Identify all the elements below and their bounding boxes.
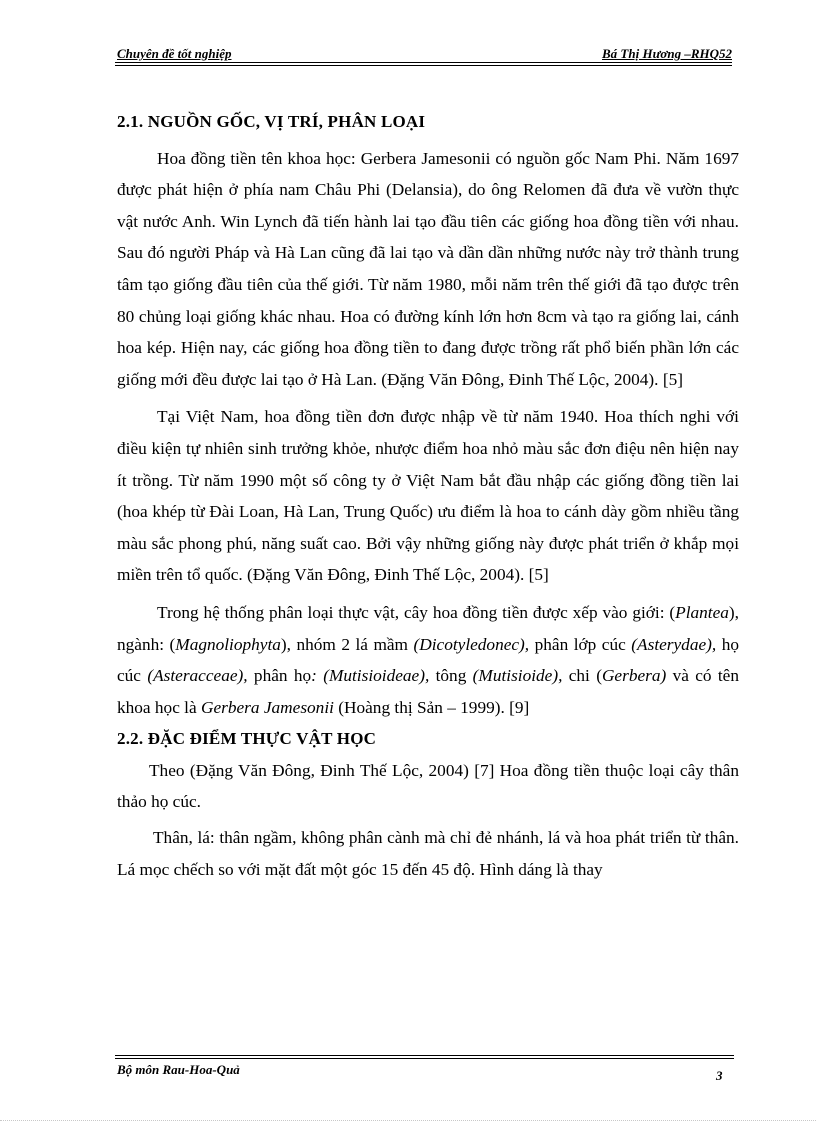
section-heading-2-2: 2.2. ĐẶC ĐIỂM THỰC VẬT HỌC xyxy=(117,729,377,749)
footer-rule-thin xyxy=(115,1058,734,1059)
document-body xyxy=(117,106,739,885)
page-edge-dotted-line xyxy=(0,1120,816,1121)
paragraph-origin: Hoa đồng tiền tên khoa học: Gerbera Jamesonii có nguồn gốc Nam Phi. Năm 1697 được phát hiện ở phía nam Châu Phi (Delansia), do ông Relomen đã đưa về vườn thực vật nước Anh. Win Lynch đã tiến hành lai tạo đầu tiên các giống hoa đồng tiền với nhau. Sau đó người Pháp và Hà Lan cũng đã lai tạo và dần dần những nước này trở thành trung tâm tạo giống đầu tiên của thế giới. Từ năm 1980, mỗi năm trên thế giới đã tạo được trên 80 chủng loại giống khác nhau. Hoa có đường kính lớn hơn 8cm và tạo ra giống lai, cánh hoa kép. Hiện nay, các giống hoa đồng tiền to đang được trồng rất phổ biến phần lớn các giống mới đều được lai tạo ở Hà Lan. (Đặng Văn Đông, Đinh Thế Lộc, 2004). [5] xyxy=(117,148,739,389)
header-left: Chuyên đề tốt nghiệp xyxy=(117,46,232,61)
header-rule-thin xyxy=(115,65,732,66)
footer-rule xyxy=(115,1055,734,1056)
paragraph-stem-leaf: Thân, lá: thân ngầm, không phân cành mà chỉ đẻ nhánh, lá và hoa phát triển từ thân. Lá mọc chếch so với mặt đất một góc 15 đến 45 độ. Hình dáng là thay xyxy=(117,828,739,879)
paragraph-classification: Trong hệ thống phân loại thực vật, cây hoa đồng tiền được xếp vào giới: (Plantea), ngành: (Magnoliophyta), nhóm 2 lá mầm (Dicotyledonec), phân lớp cúc (Asterydae), họ cúc (Asteracceae), phân họ: (Mutisioideae), tông (Mutisioide), chi (Gerbera) và có tên khoa học là Gerbera Jamesonii (Hoàng thị Sản – 1999). [9] xyxy=(117,602,739,717)
header-rule xyxy=(115,62,732,63)
paragraph-botany-intro: Theo (Đặng Văn Đông, Đinh Thế Lộc, 2004) [7] Hoa đồng tiền thuộc loại cây thân thảo họ cúc. xyxy=(117,760,739,812)
footer-department: Bộ môn Rau-Hoa-Quả xyxy=(117,1062,240,1077)
header-right: Bá Thị Hương –RHQ52 xyxy=(602,46,732,61)
section-heading-2-1: 2.1. NGUỒN GỐC, VỊ TRÍ, PHÂN LOẠI xyxy=(117,112,426,131)
page-number: 3 xyxy=(716,1068,723,1083)
paragraph-vietnam: Tại Việt Nam, hoa đồng tiền đơn được nhập về từ năm 1940. Hoa thích nghi với điều kiện tự nhiên sinh trưởng khỏe, nhược điểm hoa nhỏ màu sắc đơn điệu nên hiện nay ít trồng. Từ năm 1990 một số công ty ở Việt Nam bắt đầu nhập các giống đồng tiền lai (hoa khép từ Đài Loan, Hà Lan, Trung Quốc) ưu điểm là hoa to cánh dày gồm nhiều tầng màu sắc phong phú, năng suất cao. Bởi vậy những giống này được phát triển ở khắp mọi miền trên tổ quốc. (Đặng Văn Đông, Đinh Thế Lộc, 2004). [5] xyxy=(117,407,739,585)
